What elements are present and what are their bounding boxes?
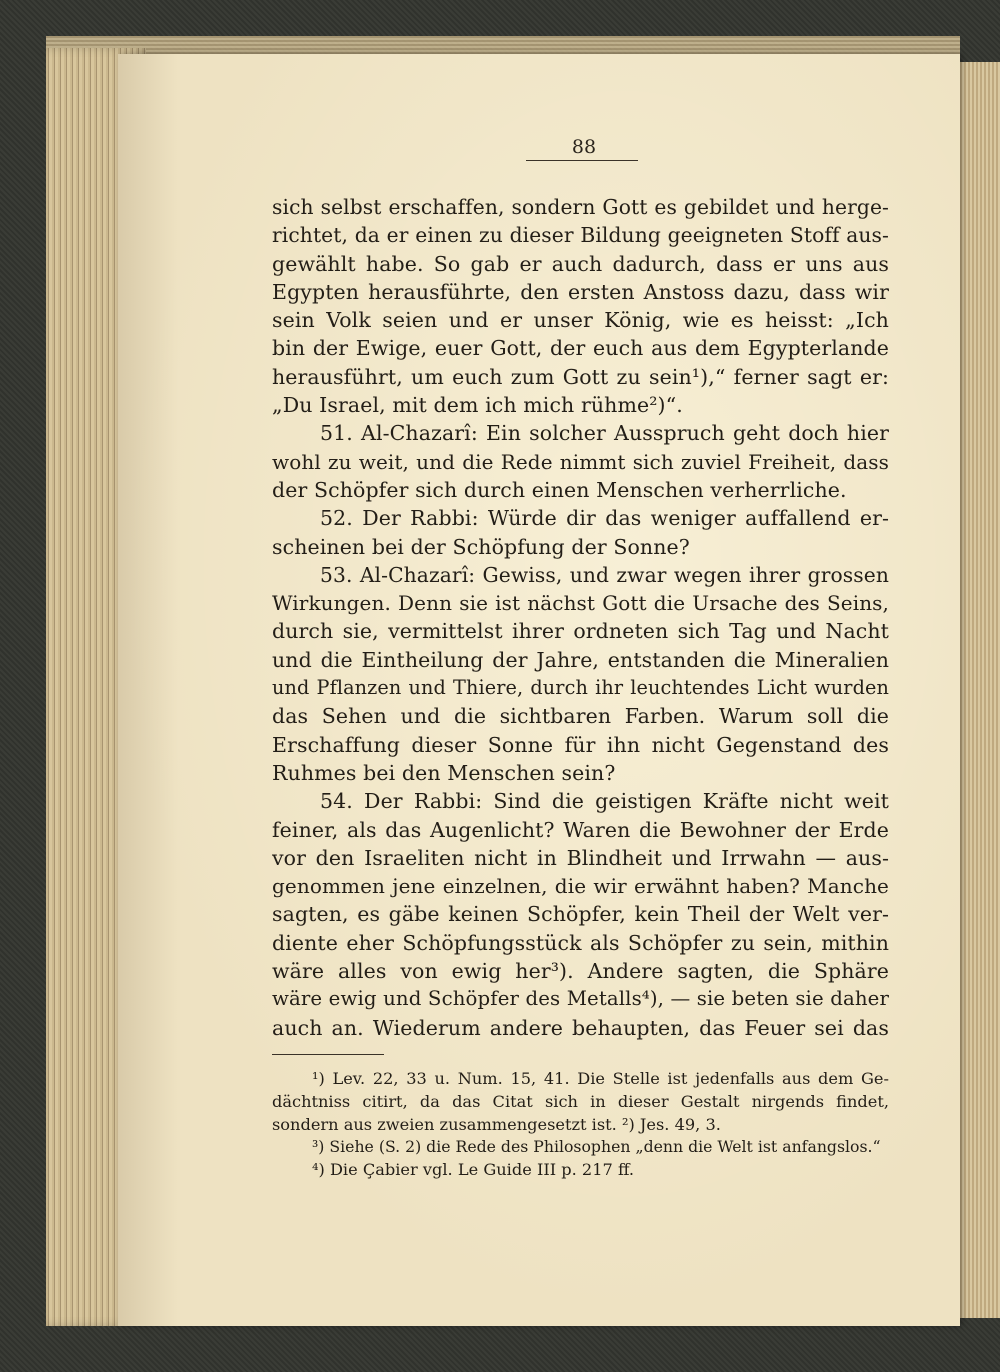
text-line: bin der Ewige, euer Gott, der euch aus dem Egypterlande (272, 336, 889, 361)
text-line: sich selbst erschaffen, sondern Gott es gebildet und herge- (272, 195, 889, 219)
text-line: scheinen bei der Schöpfung der Sonne? (272, 534, 690, 559)
text-line: sein Volk seien und er unser König, wie es heisst: „Ich (272, 308, 889, 333)
text-line: der Schöpfer sich durch einen Menschen verherrliche. (272, 477, 847, 502)
footnote-rule (272, 1054, 384, 1055)
page-edges-right (956, 62, 1000, 1318)
text-line: feiner, als das Augenlicht? Waren die Bewohner der Erde (272, 817, 889, 842)
text-line: sagten, es gäbe keinen Schöpfer, kein Theil der Welt ver- (272, 902, 889, 927)
footnote-line: ³) Siehe (S. 2) die Rede des Philosophen „denn die Welt ist anfangslos.“ (312, 1137, 881, 1157)
text-line: vor den Israeliten nicht in Blindheit und Irrwahn — aus- (272, 845, 889, 870)
page-number: 88 (571, 136, 597, 158)
footnote-line: ¹) Lev. 22, 33 u. Num. 15, 41. Die Stelle ist jedenfalls aus dem Ge- (312, 1069, 889, 1088)
text-line: diente eher Schöpfungsstück als Schöpfer zu sein, mithin (272, 930, 889, 955)
text-line: auch an. Wiederum andere behaupten, das Feuer sei das (272, 1015, 889, 1040)
text-line: wäre ewig und Schöpfer des Metalls⁴), — sie beten sie daher (272, 987, 889, 1011)
header-rule (526, 160, 638, 161)
text-line: Wirkungen. Denn sie ist nächst Gott die Ursache des Seins, (272, 591, 889, 616)
text-line: Ruhmes bei den Menschen sein? (272, 760, 616, 785)
footnotes (272, 1068, 889, 1182)
text-line: herausführt, um euch zum Gott zu sein¹),“ ferner sagt er: (272, 364, 889, 389)
text-line: das Sehen und die sichtbaren Farben. Warum soll die (272, 704, 889, 729)
text-line: wäre alles von ewig her³). Andere sagten, die Sphäre (272, 959, 889, 984)
text-line: und Pflanzen und Thiere, durch ihr leuchtendes Licht wurden (272, 676, 889, 700)
text-line: durch sie, vermittelst ihrer ordneten sich Tag und Nacht (272, 619, 889, 644)
footnote-line: ⁴) Die Çabier vgl. Le Guide III p. 217 ff. (312, 1160, 635, 1180)
text-line: gewählt habe. So gab er auch dadurch, dass er uns aus (272, 251, 889, 276)
text-line: 52. Der Rabbi: Würde dir das weniger auffallend er- (320, 506, 889, 531)
text-line: Erschaffung dieser Sonne für ihn nicht Gegenstand des (272, 732, 889, 757)
body-text (272, 193, 889, 1042)
text-line: 54. Der Rabbi: Sind die geistigen Kräfte nicht weit (320, 789, 889, 814)
page-edges-top (46, 36, 960, 56)
footnote-line: dächtniss citirt, da das Citat sich in dieser Gestalt nirgends findet, (272, 1091, 889, 1111)
text-line: „Du Israel, mit dem ich mich rühme²)“. (272, 393, 683, 418)
text-line: genommen jene einzelnen, die wir erwähnt haben? Manche (272, 874, 889, 899)
text-line: richtet, da er einen zu dieser Bildung geeigneten Stoff aus- (272, 223, 889, 248)
text-line: und die Eintheilung der Jahre, entstanden die Mineralien (272, 647, 889, 672)
text-line: 51. Al-Chazarî: Ein solcher Ausspruch geht doch hier (320, 421, 889, 446)
text-line: 53. Al-Chazarî: Gewiss, und zwar wegen ihrer grossen (320, 562, 889, 587)
text-line: Egypten herausführte, den ersten Anstoss dazu, dass wir (272, 279, 889, 304)
footnote-line: sondern aus zweien zusammengesetzt ist. ²) Jes. 49, 3. (272, 1114, 721, 1134)
text-line: wohl zu weit, und die Rede nimmt sich zuviel Freiheit, dass (272, 449, 889, 474)
